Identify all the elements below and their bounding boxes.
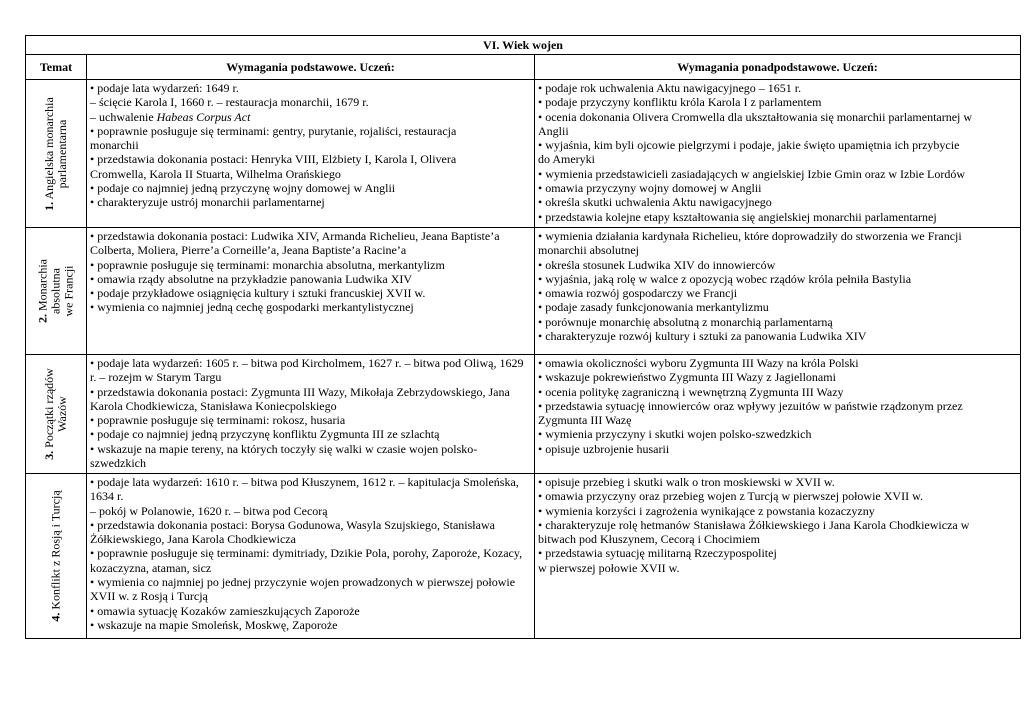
list-item-text: – uchwalenie Habeas Corpus Act (90, 109, 251, 124)
basic-requirements-list (87, 355, 534, 470)
advanced-requirements-list (535, 355, 1020, 456)
header-basic: Wymagania podstawowe. Uczeń: (87, 55, 535, 80)
topic-number: 1. (42, 201, 56, 211)
requirements-table (25, 35, 1021, 639)
topic-title-line: Wazów (55, 396, 69, 432)
advanced-requirements-cell (535, 355, 1021, 474)
list-item: Zygmunta III Wazę (538, 413, 632, 428)
advanced-requirements-cell (535, 228, 1021, 355)
list-item: • podaje lata wydarzeń: 1605 r. – bitwa pod Kircholmem, 1627 r. – bitwa pod Oliwą, 1629 (90, 356, 524, 370)
list-item: • omawia przyczyny oraz przebieg wojen z Turcją w pierwszej połowie XVII w. (538, 489, 923, 504)
topic-title: Monarchia (35, 259, 50, 311)
list-item: szwedzkich (90, 456, 146, 471)
list-item: • charakteryzuje rozwój kultury i sztuki za panowania Ludwika XIV (538, 329, 867, 344)
list-item: • omawia rządy absolutne na przykładzie panowania Ludwika XIV (90, 271, 413, 286)
list-item: • przedstawia sytuację innowierców oraz wpływy jezuitów w państwie rządzonym przez (538, 398, 963, 413)
list-item: • przedstawia dokonania postaci: Borysa Godunowa, Wasyla Szujskiego, Stanisława (90, 517, 495, 532)
list-item: Cromwella, Karola II Stuarta, Wilhelma Orańskiego (90, 166, 341, 181)
list-item: • przedstawia dokonania postaci: Zygmunta III Wazy, Mikołaja Zebrzydowskiego, Jana (90, 384, 510, 399)
advanced-requirements-cell (535, 474, 1021, 639)
table-row (26, 474, 1021, 639)
topic-label (43, 97, 69, 211)
list-item: • podaje rok uchwalenia Aktu nawigacyjnego – 1651 r. (538, 81, 802, 95)
topic-cell (26, 474, 87, 639)
topic-cell (26, 355, 87, 474)
list-item: • podaje co najmniej jedną przyczynę konfliktu Zygmunta III ze szlachtą (90, 427, 440, 442)
list-item: • podaje lata wydarzeń: 1649 r. (90, 81, 239, 95)
section-title-row (26, 36, 1021, 55)
basic-requirements-cell (87, 80, 535, 228)
advanced-requirements-list (535, 80, 1020, 224)
list-item: Żółkiewskiego, Jana Karola Chodkiewicza (90, 532, 296, 547)
list-item: do Ameryki (538, 152, 595, 167)
list-item: • wyjaśnia, jaką rolę w walce z opozycją wobec rządów króla pełniła Bastylia (538, 271, 912, 286)
list-item: • ocenia politykę zagraniczną i wewnętrzną Zygmunta III Wazy (538, 384, 844, 399)
list-item: • poprawnie posługuje się terminami: monarchia absolutna, merkantylizm (90, 257, 445, 272)
basic-requirements-cell (87, 228, 535, 355)
list-item: • wskazuje pokrewieństwo Zygmunta III Wazy z Jagiellonami (538, 370, 836, 385)
list-item: w pierwszej połowie XVII w. (538, 560, 680, 575)
advanced-requirements-cell (535, 80, 1021, 228)
list-item: • przedstawia sytuację militarną Rzeczypospolitej (538, 546, 777, 561)
table-row (26, 355, 1021, 474)
header-topic: Temat (26, 55, 87, 80)
list-item: • podaje przyczyny konfliktu króla Karola I z parlamentem (538, 95, 822, 110)
list-item: – ścięcie Karola I, 1660 r. – restauracja monarchii, 1679 r. (90, 95, 369, 110)
list-item: • określa skutki uchwalenia Aktu nawigacyjnego (538, 195, 772, 210)
list-item: • podaje co najmniej jedną przyczynę wojny domowej w Anglii (90, 181, 396, 196)
basic-requirements-list (87, 228, 534, 315)
topic-title: Angielska monarchia (42, 96, 56, 199)
basic-requirements-cell (87, 355, 535, 474)
list-item: • poprawnie posługuje się terminami: rokosz, husaria (90, 413, 346, 428)
list-item: 1634 r. (90, 489, 124, 504)
list-item: • wymienia przyczyny i skutki wojen polsko-szwedzkich (538, 427, 812, 442)
basic-requirements-list (87, 474, 534, 632)
topic-cell (26, 80, 87, 228)
topic-number: 4. (48, 612, 63, 622)
topic-title: Początki rządów (42, 368, 56, 448)
topic-title-line: we Francji (61, 265, 76, 317)
list-item (90, 110, 531, 124)
list-item: • wymienia co najmniej po jednej przyczynie wojen prowadzonych w pierwszej połowie (90, 575, 516, 590)
list-item: Karola Chodkiewicza, Stanisława Koniecpolskiego (90, 398, 337, 413)
list-item: • wskazuje na mapie tereny, na których toczyły się walki w czasie wojen polsko- (90, 441, 478, 456)
list-item: – pokój w Polanowie, 1620 r. – bitwa pod Cecorą (90, 503, 328, 518)
topic-title-line: parlamentarna (55, 119, 69, 188)
list-item: monarchii (90, 138, 139, 153)
topic-number: 3. (42, 450, 56, 460)
list-item: • poprawnie posługuje się terminami: gentry, purytanie, rojaliści, restauracja (90, 123, 457, 138)
topic-label (43, 368, 69, 460)
list-item: • porównuje monarchię absolutną z monarchią parlamentarną (538, 314, 833, 329)
advanced-requirements-list (535, 228, 1020, 343)
list-item: • podaje lata wydarzeń: 1610 r. – bitwa pod Kłuszynem, 1612 r. – kapitulacja Smoleńska, (90, 475, 519, 489)
list-item: XVII w. z Rosją i Turcją (90, 589, 208, 604)
list-item: monarchii absolutnej (538, 243, 639, 258)
list-item: bitwach pod Kłuszynem, Cecorą i Chocimiem (538, 532, 760, 547)
table-row (26, 228, 1021, 355)
list-item: • poprawnie posługuje się terminami: dymitriady, Dzikie Pola, porohy, Zaporoże, Kozacy, (90, 546, 523, 561)
list-item: • podaje zasady funkcjonowania merkantylizmu (538, 300, 769, 315)
list-item: • omawia okoliczności wyboru Zygmunta III Wazy na króla Polski (538, 356, 859, 370)
list-item: kozaczyzna, ataman, sicz (90, 560, 212, 575)
header-advanced: Wymagania ponadpodstawowe. Uczeń: (535, 55, 1021, 80)
topic-title-line: absolutna (48, 268, 63, 315)
list-item: • wskazuje na mapie Smoleńsk, Moskwę, Zaporoże (90, 617, 338, 632)
list-item: • omawia przyczyny wojny domowej w Anglii (538, 181, 762, 196)
list-item: r. – rozejm w Starym Targu (90, 370, 222, 385)
list-item: • przedstawia dokonania postaci: Henryka VIII, Elżbiety I, Karola I, Olivera (90, 152, 457, 167)
table-row (26, 80, 1021, 228)
list-item: • wymienia przedstawicieli zasiadających w angielskiej Izbie Gmin oraz w Izbie Lordów (538, 166, 966, 181)
list-item: • przedstawia dokonania postaci: Ludwika XIV, Armanda Richelieu, Jeana Baptiste’a (90, 229, 500, 243)
list-item: • omawia sytuację Kozaków zamieszkujących Zaporoże (90, 603, 360, 618)
advanced-requirements-list (535, 474, 1020, 575)
list-item: • opisuje uzbrojenie husarii (538, 441, 670, 456)
topic-title: Konflikt z Rosją i Turcją (48, 490, 63, 610)
basic-requirements-cell (87, 474, 535, 639)
list-item: Anglii (538, 123, 569, 138)
list-item: • charakteryzuje ustrój monarchii parlamentarnej (90, 195, 325, 210)
list-item: • charakteryzuje rolę hetmanów Stanisława Żółkiewskiego i Jana Karola Chodkiewicza w (538, 517, 970, 532)
topic-number: 2. (35, 313, 50, 323)
statute-name: Habeas Corpus Act (156, 109, 251, 124)
list-item: • podaje przykładowe osiągnięcia kultury i sztuki francuskiej XVII w. (90, 286, 426, 301)
list-item: • określa stosunek Ludwika XIV do innowierców (538, 257, 776, 272)
topic-label (37, 259, 76, 323)
list-item: • ocenia dokonania Olivera Cromwella dla ukształtowania się monarchii parlamentarnej w (538, 109, 973, 124)
list-item: • omawia rozwój gospodarczy we Francji (538, 286, 738, 301)
list-item: • opisuje przebieg i skutki walk o tron moskiewski w XVII w. (538, 475, 835, 489)
list-item: Colberta, Moliera, Pierre’a Corneille’a, Jeana Baptiste’a Racine’a (90, 243, 407, 258)
list-item: • przedstawia kolejne etapy kształtowania się angielskiej monarchii parlamentarnej (538, 209, 937, 224)
list-item: • wymienia działania kardynała Richelieu, które doprowadziły do stworzenia we Francji (538, 229, 962, 243)
list-item: • wyjaśnia, kim byli ojcowie pielgrzymi i podaje, jakie święto upamiętnia ich przybycie (538, 138, 960, 153)
basic-requirements-list (87, 80, 534, 210)
list-item: • wymienia co najmniej jedną cechę gospodarki merkantylistycznej (90, 300, 414, 315)
topic-cell (26, 228, 87, 355)
section-title: VI. Wiek wojen (26, 36, 1021, 55)
column-header-row (26, 55, 1021, 80)
list-item: • wymienia korzyści i zagrożenia wynikające z powstania kozaczyzny (538, 503, 875, 518)
topic-label (50, 490, 63, 621)
